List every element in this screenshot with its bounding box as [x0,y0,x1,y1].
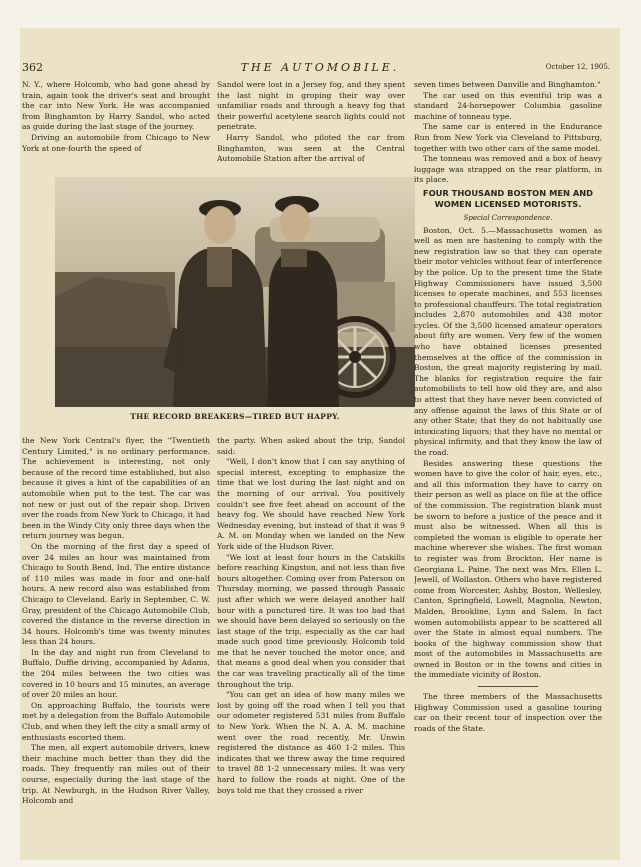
column-3 [414,80,602,835]
magazine-page [20,28,620,860]
record-breakers-photo [55,177,415,407]
paragraph: Harry Sandol, who piloted the car from Binghamton, was seen at the Central Automobile Station after the arrival of [217,132,405,164]
column-1-bottom [22,436,210,836]
paragraph: On the morning of the first day a speed of over 24 miles an hour was maintained from Chicago to South Bend, Ind. The entire distance of 110 miles was made in four and one-half hours. A new record also was established from Chicago to Cleveland. Early in September, C. W. Gray, president of the Chicago Automobile Club, covered the distance in the reverse direction in 34 hours. Holcomb's time was twenty minutes less than 24 hours. [22,541,210,647]
page-number: 362 [22,61,43,74]
paragraph: In the day and night run from Cleveland to Buffalo, Duffie driving, accompanied by Adams, the 204 miles between the two cities was covered in 10 hours and 15 minutes, an average of over 20 miles an hour. [22,647,210,700]
paragraph: Besides answering these questions the women have to give the color of hair, eyes, etc., and all this information they have to carry on their person as well as place on file at the office of the commission. The registration blank must be sworn to before a justice of the peace and it must also be witnessed. When all this is completed the woman is eligible to operate her machine wherever she wishes. The first woman to register was from Brockton. Her name is Georgiana L. Paine. The next was Mrs. Ellen L. Jewell, of Wollaston. Others who have registered come from Worcester, Ashby, Boston, Wellesley, Canton, Springfield, Lowell, Magnolia, Newton, Malden, Brookline, Lynn and Salem. In fact women automobilists appear to be scattered all over the State in almost equal numbers. The books of the highway commission show that most of the automobiles in Massachusetts are owned in Boston or in the towns and cities in the immediate vicinity of Boston. [414,458,602,680]
paragraph: "We lost at least four hours in the Catskills before reaching Kingston, and not less than five hours altogether. Coming over from Paterson on Thursday morning, we passed through Passaic just after which we were delayed another half hour with a punctured tire. It was too bad that we should have been delayed so seriously on the last stage of the trip, especially as the car had made such good time previously. Holcomb told me that he never touched the motor once, and that means a good deal when you consider that the car was traveling practically all of the time throughout the trip. [217,552,405,689]
paragraph: seven times between Danville and Binghamton." [414,80,601,89]
photo-caption: THE RECORD BREAKERS—TIRED BUT HAPPY. [130,412,340,421]
paragraph: The car used on this eventful trip was a standard 24-horsepower Columbia gasoline machine of tonneau type. [414,90,602,121]
paragraph: The same car is entered in the Endurance Run from New York via Cleveland to Pittsburg, together with two other cars of the same model. [414,122,602,153]
article-byline: Special Correspondence. [463,213,553,222]
paragraph: The three members of the Massachusetts Highway Commission used a gasoline touring car on their recent tour of inspection over the roads of the State. [414,692,602,733]
paragraph: Driving an automobile from Chicago to New York at one-fourth the speed of [22,132,210,153]
paragraph: the party. When asked about the trip, Sandol said: [217,436,405,456]
paragraph: Sandol were lost in a Jersey fog, and they spent the last night in groping their way over unfamiliar roads and through a heavy fog that their powerful acetylene search lights could not penetrate. [217,80,405,132]
paragraph: The tonneau was removed and a box of heavy luggage was strapped on the rear platform, in its place. [414,154,602,185]
paragraph: N. Y., where Holcomb, who had gone ahead by train, again took the driver's seat and brought the car into New York. He was accompanied from Binghamton by Harry Sandol, who acted as guide during the last stage of the journey. [22,80,210,132]
paragraph: Boston, Oct. 5.—Massachusetts women as well as men are hastening to comply with the new registration law so that they can operate their motor vehicles without fear of interference by the police. Up to the present time the State Highway Commissioners have issued 3,500 licenses to operate machines, and 553 licenses to professional chauffeurs. The total registration includes 2,870 automobiles and 438 motor cycles. Of the 3,500 licensed amateur operators about fifty are women. Very few of the women who have obtained licenses presented themselves at the office of the commission in Boston, the great majority registering by mail. The blanks for registration require the fair automobilists to tell how old they are, and also to attest that they have never been convicted of any offense against the laws of this State or of any other State; that they do not habitually use intoxicating liquors; that they have no mental or physical infirmity, and that they know the law of the road. [414,225,602,457]
paragraph: The men, all expert automobile drivers, knew their machine much better than they did the roads. They frequently ran miles out of their course, especially during the last stage of the trip. At Newburgh, in the Hudson River Valley, Holcomb and [22,743,210,806]
paragraph: "You can get an idea of how many miles we lost by going off the road when I tell you that our odometer registered 531 miles from Buffalo to New York. When the N. A. A. M. machine went over the road recently, Mr. Unwin registered the distance as 460 1-2 miles. This indicates that we threw away the time required to travel 88 1-2 unnecessary miles. It was very hard to follow the roads at night. One of the boys told me that they crossed a river [217,690,405,795]
paragraph: the New York Central's flyer, the "Twentieth Century Limited," is no ordinary performance. The achievement is interesting, not only because of the record time established, but also because it gives a hint of the capabilities of an automobile when put to the test. The car was not new or just out of the repair shop. Driven over the roads from New York to Chicago, it had been in the Windy City only three days when the return journey was begun. [22,436,210,541]
paragraph: On approaching Buffalo, the tourists were met by a delegation from the Buffalo Automobile Club, and when they left the city a small army of enthusiasts escorted them. [22,700,210,742]
column-2-bottom [217,436,405,836]
paragraph: "Well, I don't know that I can say anything of special interest, excepting to emphasize the time that we lost during the last night and on the morning of our arrival. You positively couldn't see five feet ahead on account of the heavy fog. We should have reached New York Wednesday evening, but instead of that it was 9 A. M. on Monday when we landed on the New York side of the Hudson River. [217,457,405,551]
section-divider [478,686,538,687]
issue-date: October 12, 1905. [545,63,610,71]
article-headline: FOUR THOUSAND BOSTON MEN AND WOMEN LICENSED MOTORISTS. [422,187,594,209]
running-header [20,61,620,77]
magazine-title: THE AUTOMOBILE. [240,61,400,74]
